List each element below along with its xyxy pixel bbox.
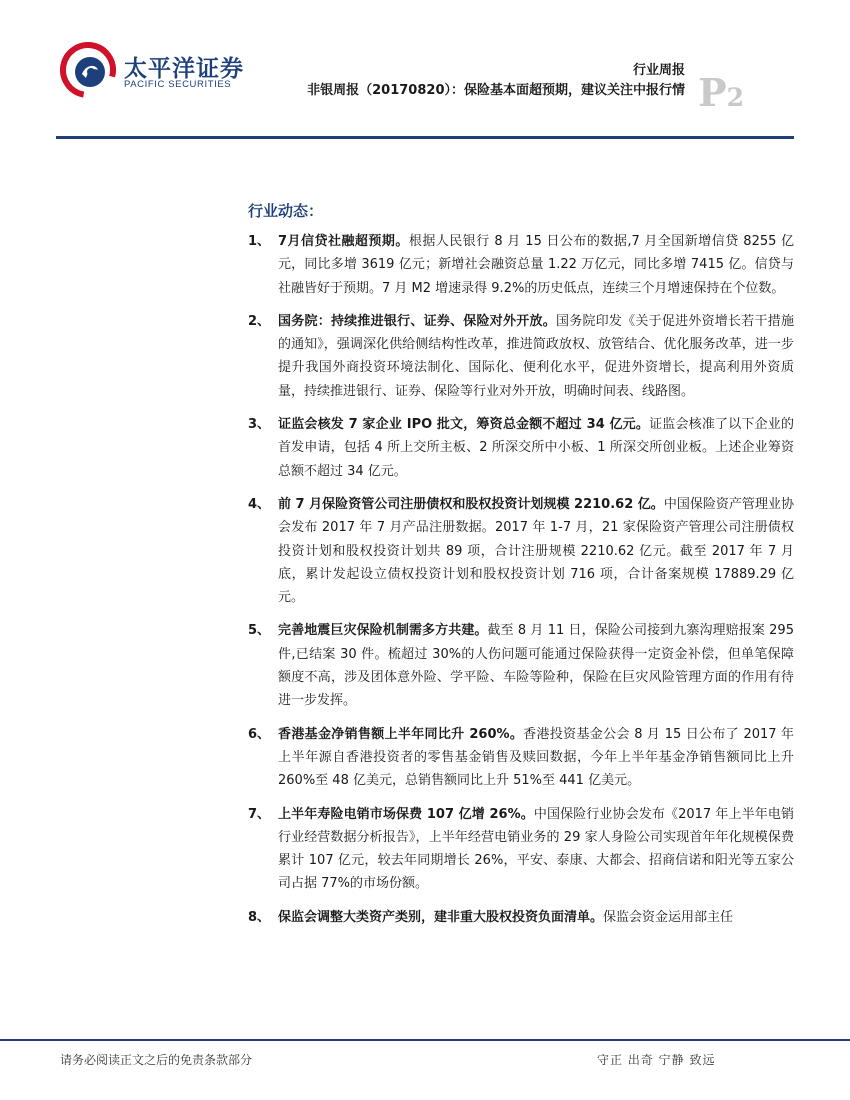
item-headline: 完善地震巨灾保险机制需多方共建。 [278, 623, 488, 639]
section-title: 行业动态： [248, 202, 324, 220]
news-item [248, 413, 794, 483]
item-number: 4、 [248, 496, 271, 512]
item-body: 证监会核准了以下企业的首发申请，包括 4 所上交所主板、2 所深交所中小板、1 所深交所创业板。上述企业筹资总额不超过 34 亿元。 [278, 417, 794, 479]
item-headline: 证监会核发 7 家企业 IPO 批文，筹资总金额不超过 34 亿元。 [278, 417, 650, 433]
item-body: 保监会资金运用部主任 [603, 909, 734, 925]
logo-chinese-name: 太平洋证券 [124, 56, 244, 82]
footer-motto: 守正 出奇 宁静 致远 [597, 1053, 716, 1067]
page-number [698, 70, 744, 115]
item-headline: 国务院：持续推进银行、证券、保险对外开放。 [278, 313, 556, 329]
item-number: 8、 [248, 909, 271, 925]
news-item [248, 230, 794, 300]
item-headline: 前 7 月保险资管公司注册债权和股权投资计划规模 2210.62 亿。 [278, 496, 664, 512]
news-list [248, 230, 794, 929]
item-headline: 上半年寿险电销市场保费 107 亿增 26%。 [278, 806, 534, 822]
report-type: 行业周报 [632, 63, 685, 78]
item-number: 7、 [248, 806, 271, 822]
item-body: 香港投资基金公会 8 月 15 日公布了 2017 年上半年源自香港投资者的零售基金销售及赎回数据，今年上半年基金净销售额同比上升 260%至 48 亿美元，总销售额同比上升 51%至 441 亿美元。 [278, 726, 794, 789]
item-number: 5、 [248, 623, 271, 639]
news-item [248, 493, 794, 609]
company-logo [60, 42, 260, 102]
news-item [248, 723, 794, 793]
logo-english-name: PACIFIC SECURITIES [124, 79, 232, 90]
news-item [248, 906, 794, 929]
item-number: 1、 [248, 234, 271, 249]
item-number: 6、 [248, 726, 271, 742]
news-item [248, 803, 794, 896]
page-digit: 2 [726, 83, 744, 112]
item-body: 中国保险行业协会发布《2017 年上半年电销行业经营数据分析报告》，上半年经营电销业务的 29 家人身险公司实现首年年化规模保费累计 107 亿元，较去年同期增长 26%，平安、泰康、大都会、招商信诺和阳光等五家公司占据 77%的市场份额。 [278, 806, 794, 892]
item-body: 国务院印发《关于促进外资增长若干措施的通知》，强调深化供给侧结构性改革，推进简政放权、放管结合、优化服务改革，进一步提升我国外商投资环境法制化、国际化、便利化水平，促进外资增长，提高利用外资质量，持续推进银行、证券、保险等行业对外开放，明确时间表、线路图。 [278, 313, 794, 399]
item-number: 2、 [248, 313, 271, 329]
item-body: 根据人民银行 8 月 15 日公布的数据,7 月全国新增信贷 8255 亿元，同比多增 3619 亿元；新增社会融资总量 1.22 万亿元，同比多增 7415 亿。信贷与社融皆好于预期。7 月 M2 增速录得 9.2%的历史低点，连续三个月增速保持在个位数。 [278, 234, 795, 296]
item-body: 截至 8 月 11 日，保险公司接到九寨沟理赔报案 295 件,已结案 30 件。梳超过 30%的人伤问题可能通过保险获得一定资金补偿，但单笔保障额度不高，涉及团体意外险、学平险、车险等险种，保险在巨灾风险管理方面的作用有待进一步发挥。 [278, 623, 794, 709]
news-item [248, 310, 794, 403]
footer-divider [0, 1039, 850, 1041]
item-headline: 香港基金净销售额上半年同比升 260%。 [278, 726, 524, 742]
news-item [248, 619, 794, 712]
item-body: 中国保险资产管理业协会发布 2017 年 7 月产品注册数据。2017 年 1-7 月，21 家保险资产管理公司注册债权投资计划和股权投资计划共 89 项，合计注册规模 2210.62 亿元。截至 2017 年 7 月底，累计发起设立债权投资计划和股权投资计划 716 项，合计备案规模 17889.29 亿元。 [278, 496, 794, 606]
report-title: 非银周报（20170820）：保险基本面超预期，建议关注中报行情 [307, 83, 685, 98]
item-headline: 7月信贷社融超预期。 [278, 234, 409, 249]
footer-disclaimer: 请务必阅读正文之后的免责条款部分 [60, 1053, 253, 1067]
page-prefix: P [698, 70, 727, 115]
pacific-securities-logo-icon [60, 42, 116, 98]
item-headline: 保监会调整大类资产类别，建非重大股权投资负面清单。 [278, 909, 604, 925]
item-number: 3、 [248, 417, 271, 433]
header-divider [56, 136, 794, 139]
